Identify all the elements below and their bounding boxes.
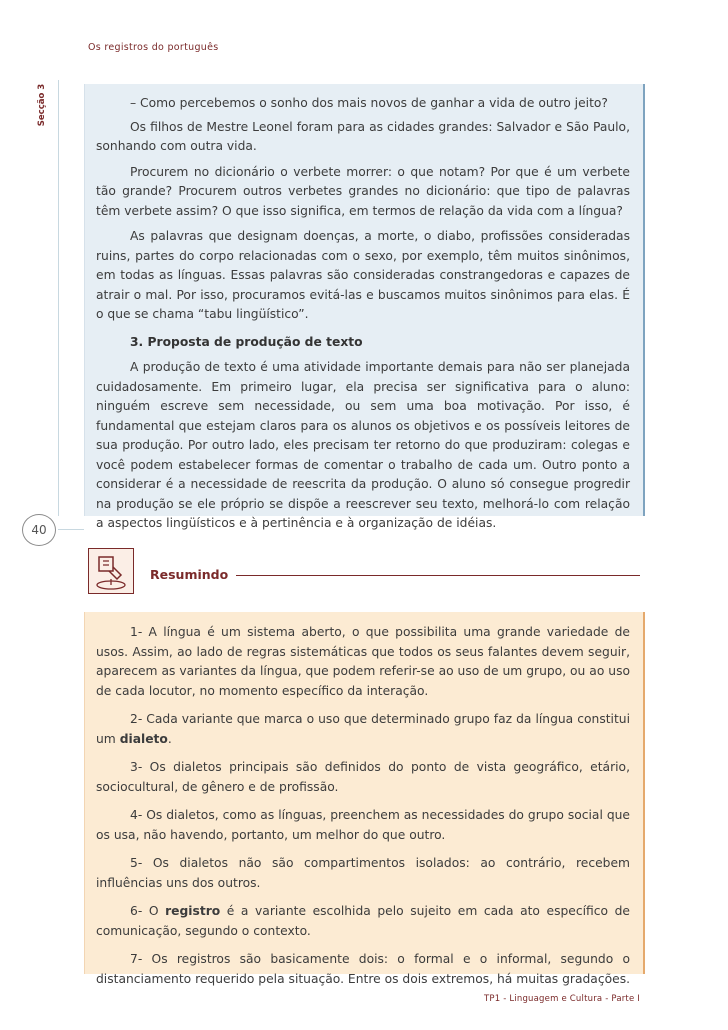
summary-item: 1- A língua é um sistema aberto, o que possibilita uma grande variedade de usos. Assim, ao lado de regras sistemáticas que todos os seus falantes devem seguir, aparecem as variantes da língua, que podem referir-se ao uso de um grupo, ou ao uso de cada locutor, no momento específico da interação. — [96, 625, 630, 698]
summary-item: 6- O registro é a variante escolhida pelo sujeito em cada ato específico de comunicação, segundo o contexto. — [96, 904, 630, 938]
summary-icon — [88, 548, 134, 594]
summary-title: Resumindo — [150, 567, 229, 582]
paragraph-sons: Os filhos de Mestre Leonel foram para as cidades grandes: Salvador e São Paulo, sonhando com outra vida. — [96, 119, 630, 153]
section-divider-line — [58, 80, 59, 516]
paragraph-question: – Como percebemos o sonho dos mais novos de ganhar a vida de outro jeito? — [130, 96, 608, 110]
section-tab — [30, 80, 52, 136]
summary-item: 4- Os dialetos, como as línguas, preenchem as necessidades do grupo social que os usa, não havendo, portanto, um melhor do que outro. — [96, 808, 630, 842]
running-header: Os registros do português — [88, 42, 219, 53]
section-label: Secção 3 — [37, 83, 47, 127]
footer-text: TP1 - Linguagem e Cultura - Parte I — [483, 994, 640, 1004]
summary-item: 2- Cada variante que marca o uso que determinado grupo faz da língua constitui um dialeto. — [96, 712, 630, 746]
book-pen-icon — [89, 549, 133, 593]
paragraph-taboo: As palavras que designam doenças, a morte, o diabo, profissões consideradas ruins, partes do corpo relacionadas com o sexo, por exemplo, têm muitos sinônimos, em todas as línguas. Essas palavras são consideradas constrangedoras e capazes de atrair o mal. Por isso, procuramos evitá-las e buscamos muitos sinônimos para elas. É o que se chama “tabu lingüístico”. — [96, 229, 630, 321]
summary-item: 7- Os registros são basicamente dois: o formal e o informal, segundo o distanciamento requerido pela situação. Entre os dois extremos, há muitas gradações. — [96, 952, 631, 986]
section-heading: 3. Proposta de produção de texto — [130, 334, 363, 349]
paragraph-dictionary: Procurem no dicionário o verbete morrer: o que notam? Por que é um verbete tão grande? Procurem outros verbetes grandes no dicionário: que tipo de palavras têm verbete assim? O que isso significa, em termos de relação da vida com a língua? — [96, 164, 630, 218]
summary-title-rule — [236, 575, 640, 576]
page-number-line — [58, 529, 84, 530]
paragraph-production: A produção de texto é uma atividade importante demais para não ser planejada cuidadosamente. Em primeiro lugar, ela precisa ser significativa para o aluno: ninguém escreve sem necessidade, ou sem uma boa motivação. Por isso, é fundamental que estejam claros para os alunos os objetivos e os possíveis leitores de sua produção. Por outro lado, eles precisam ter retorno do que produziram: colegas e você podem estabelecer formas de comentar o trabalho de cada um. Outro ponto a considerar é a necessidade de reescrita da produção. O aluno só consegue progredir na produção se ele próprio se dispõe a reescrever seu texto, melhorá-lo com relação a aspectos lingüísticos e à pertinência e à organização de idéias. — [96, 360, 630, 530]
summary-text-block — [96, 623, 630, 989]
page-number: 40 — [22, 514, 56, 546]
summary-item: 5- Os dialetos não são compartimentos isolados: ao contrário, recebem influências uns dos outros. — [96, 856, 630, 890]
summary-item: 3- Os dialetos principais são definidos do ponto de vista geográfico, etário, sociocultural, de gênero e de profissão. — [96, 760, 630, 794]
body-text-block — [96, 94, 630, 534]
